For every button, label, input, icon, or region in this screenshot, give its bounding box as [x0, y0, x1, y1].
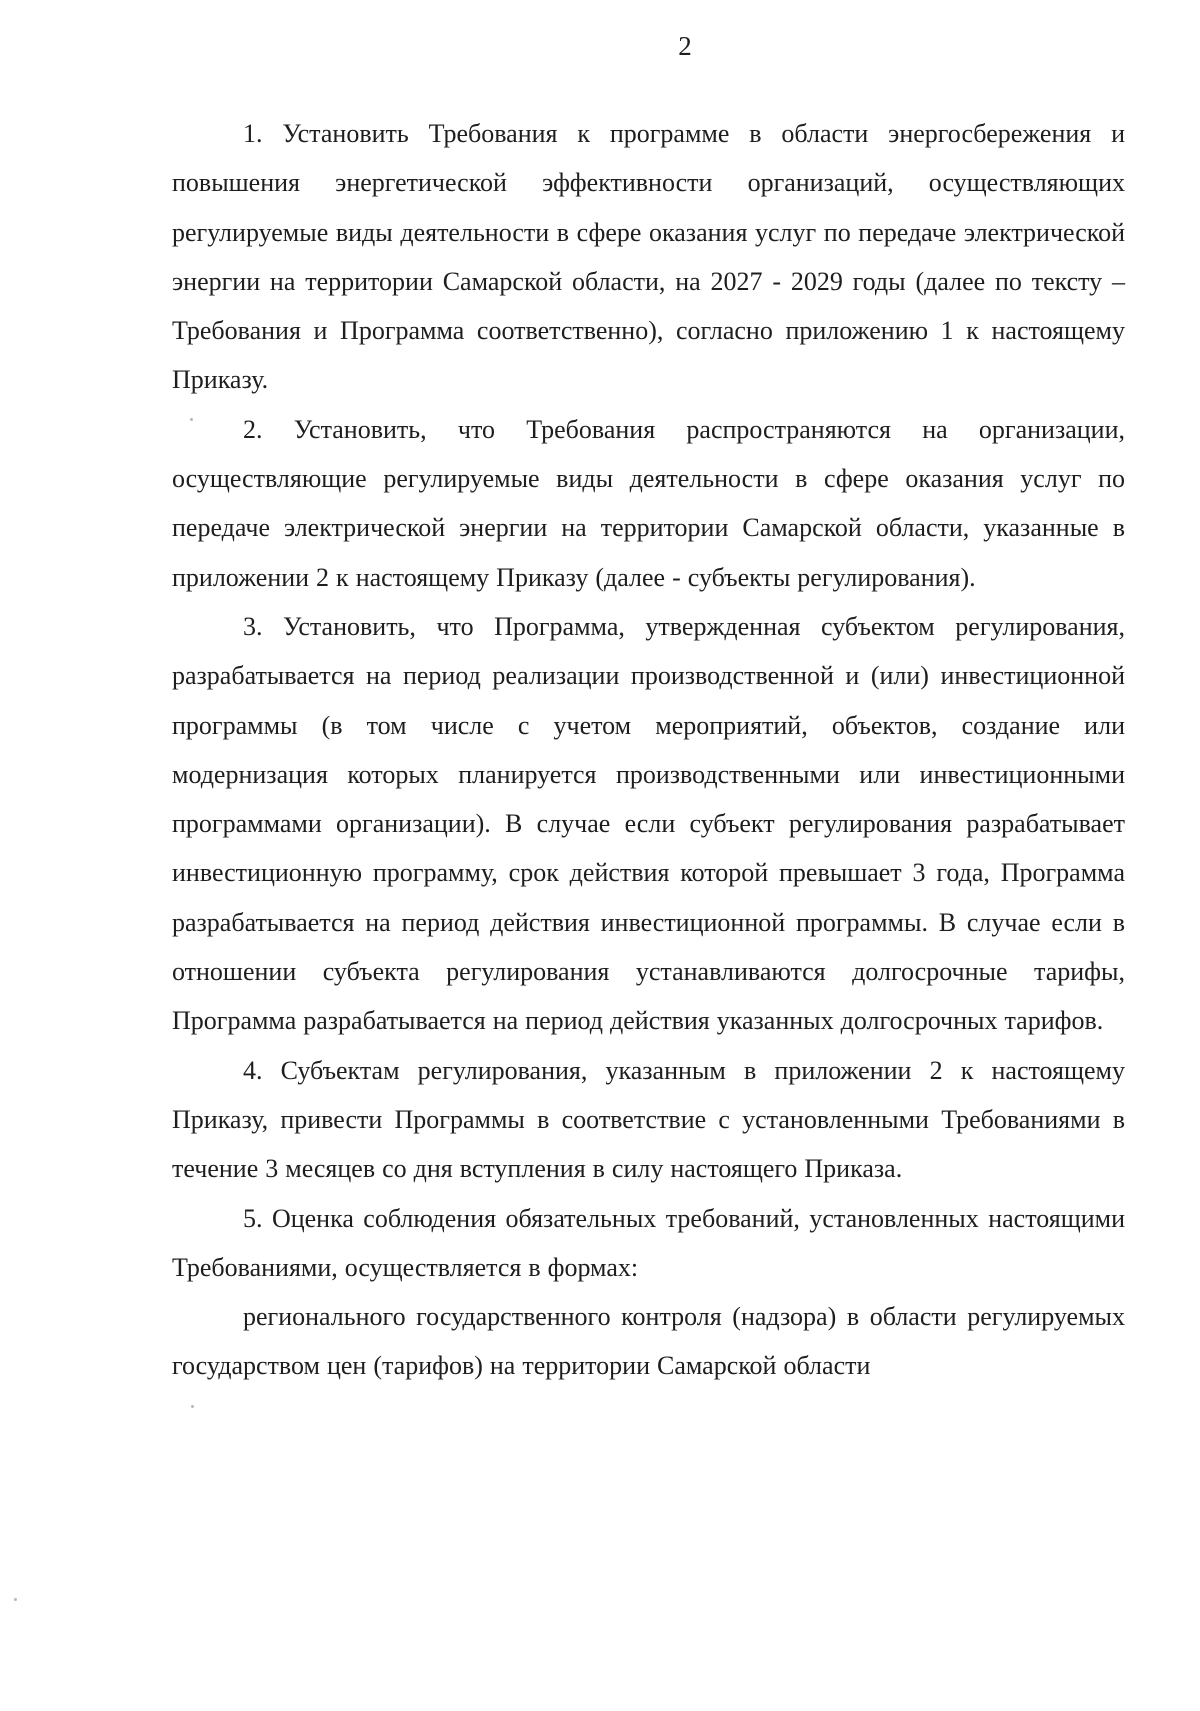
scan-speck: [191, 1405, 194, 1408]
paragraph-1: 1. Установить Требования к программе в области энергосбережения и повышения энергетической эффективности организаций, осуществляющих регулируемые виды деятельности в сфере оказания услуг по передаче электрической энергии на территории Самарской области, на 2027 - 2029 годы (далее по тексту – Требования и Программа соответственно), согласно приложению 1 к настоящему Приказу.: [172, 119, 1125, 395]
paragraph-2: 2. Установить, что Требования распространяются на организации, осуществляющие регулируемые виды деятельности в сфере оказания услуг по передаче электрической энергии на территории Самарской области, указанные в приложении 2 к настоящему Приказу (далее - субъекты регулирования).: [172, 414, 1125, 592]
paragraph-5: 5. Оценка соблюдения обязательных требований, установленных настоящими Требованиями, осуществляется в формах:: [172, 1203, 1125, 1282]
page-number: 2: [678, 31, 692, 61]
paragraph-6: регионального государственного контроля (надзора) в области регулируемых государством цен (тарифов) на территории Самарской области: [172, 1302, 1125, 1381]
scan-speck: [190, 418, 193, 421]
document-body: [172, 109, 1125, 1391]
paragraph-4: 4. Субъектам регулирования, указанным в приложении 2 к настоящему Приказу, привести Программы в соответствие с установленными Требованиями в течение 3 месяцев со дня вступления в силу настоящего Приказа.: [172, 1055, 1125, 1184]
scan-speck: [14, 1598, 17, 1601]
paragraph-3: 3. Установить, что Программа, утвержденная субъектом регулирования, разрабатывается на период реализации производственной и (или) инвестиционной программы (в том числе с учетом мероприятий, объектов, создание или модернизация которых планируется производственными или инвестиционными программами организации). В случае если субъект регулирования разрабатывает инвестиционную программу, срок действия которой превышает 3 года, Программа разрабатывается на период действия инвестиционной программы. В случае если в отношении субъекта регулирования устанавливаются долгосрочные тарифы, Программа разрабатывается на период действия указанных долгосрочных тарифов.: [172, 611, 1125, 1036]
